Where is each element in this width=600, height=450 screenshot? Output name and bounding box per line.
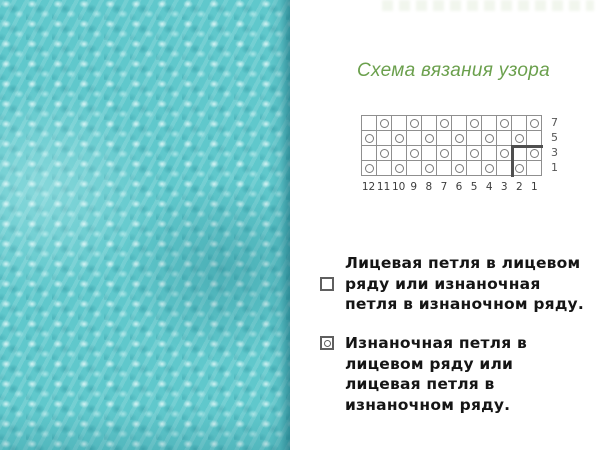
legend-knit-text xyxy=(345,253,597,315)
row-number: 3 xyxy=(551,146,558,159)
column-number: 12 xyxy=(361,181,376,193)
chart-cell xyxy=(482,131,497,146)
legend-text-line: Изнаночная петля в xyxy=(345,334,527,352)
purl-circle-symbol xyxy=(530,119,539,128)
chart-grid xyxy=(361,115,542,176)
purl-circle-symbol xyxy=(530,149,539,158)
purl-circle-symbol xyxy=(410,119,419,128)
chart-cell xyxy=(497,146,512,161)
chart-cell xyxy=(512,146,527,161)
chart-cell xyxy=(497,131,512,146)
legend-text-line: Лицевая петля в лицевом xyxy=(345,254,581,272)
chart-cell xyxy=(407,161,422,176)
column-number: 10 xyxy=(392,181,406,193)
chart-cell xyxy=(362,131,377,146)
repeat-marker-line xyxy=(511,145,514,177)
cropped-watermark xyxy=(382,0,594,11)
chart-cell xyxy=(392,116,407,131)
chart-cell xyxy=(437,116,452,131)
legend-text-line: изнаночном ряду. xyxy=(345,395,511,414)
page-title: Схема вязания узора xyxy=(357,60,551,81)
chart-cell xyxy=(452,146,467,161)
chart-cell xyxy=(527,146,542,161)
chart-cell xyxy=(437,161,452,176)
chart-cell xyxy=(452,116,467,131)
chart-cell xyxy=(437,146,452,161)
row-number: 7 xyxy=(551,116,558,129)
purl-circle-symbol xyxy=(470,119,479,128)
row-number: 1 xyxy=(551,161,558,174)
chart-cell xyxy=(422,161,437,176)
chart-row-numbers xyxy=(551,115,565,176)
chart-cell xyxy=(377,131,392,146)
chart-cell xyxy=(512,161,527,176)
chart-cell xyxy=(422,146,437,161)
purl-circle-symbol xyxy=(470,149,479,158)
column-number: 9 xyxy=(410,181,418,193)
row-number: 5 xyxy=(551,131,558,144)
purl-circle-symbol xyxy=(365,134,374,143)
purl-circle-symbol xyxy=(455,134,464,143)
legend-text-line: лицевая петля в xyxy=(345,375,495,393)
purl-circle-symbol xyxy=(425,164,434,173)
purl-circle-symbol xyxy=(380,119,389,128)
chart-cell xyxy=(527,161,542,176)
chart-cell xyxy=(422,116,437,131)
chart-cell xyxy=(452,131,467,146)
chart-cell xyxy=(407,116,422,131)
legend-knit-square-symbol xyxy=(320,277,334,291)
chart-cell xyxy=(392,146,407,161)
purl-circle-symbol xyxy=(410,149,419,158)
knitted-fabric-photo xyxy=(0,0,290,450)
chart-cell xyxy=(407,146,422,161)
purl-circle-symbol xyxy=(395,134,404,143)
chart-cell xyxy=(407,131,422,146)
repeat-marker-line xyxy=(511,145,543,148)
column-number: 7 xyxy=(440,181,448,193)
chart-cell xyxy=(527,116,542,131)
chart-cell xyxy=(467,146,482,161)
purl-circle-symbol xyxy=(515,134,524,143)
purl-circle-symbol xyxy=(500,119,509,128)
chart-cell xyxy=(422,131,437,146)
chart-cell xyxy=(527,131,542,146)
purl-circle-symbol xyxy=(515,164,524,173)
purl-circle-symbol xyxy=(500,149,509,158)
chart-cell xyxy=(377,146,392,161)
chart-cell xyxy=(452,161,467,176)
chart-cell xyxy=(392,161,407,176)
purl-circle-symbol xyxy=(440,119,449,128)
chart-column-numbers xyxy=(361,181,542,193)
chart-cell xyxy=(467,131,482,146)
chart-cell xyxy=(512,116,527,131)
purl-circle-symbol xyxy=(485,164,494,173)
legend-text-line: петля в изнаночном ряду. xyxy=(345,295,584,313)
chart-cell xyxy=(482,146,497,161)
purl-circle-symbol xyxy=(425,134,434,143)
purl-circle-symbol xyxy=(365,164,374,173)
purl-circle-symbol xyxy=(380,149,389,158)
chart-cell xyxy=(512,131,527,146)
chart-cell xyxy=(467,116,482,131)
chart-cell xyxy=(392,131,407,146)
purl-circle-icon xyxy=(324,340,331,347)
legend-purl-square-symbol xyxy=(320,336,334,350)
chart-cell xyxy=(437,131,452,146)
column-number: 4 xyxy=(485,181,493,193)
purl-circle-symbol xyxy=(485,134,494,143)
column-number: 5 xyxy=(470,181,478,193)
chart-cell xyxy=(482,161,497,176)
column-number: 2 xyxy=(515,181,523,193)
chart-cell xyxy=(467,161,482,176)
chart-cell xyxy=(497,161,512,176)
chart-cell xyxy=(497,116,512,131)
legend-purl-text xyxy=(345,333,575,415)
chart-cell xyxy=(377,116,392,131)
chart-cell xyxy=(362,161,377,176)
column-number: 1 xyxy=(531,181,538,193)
column-number: 3 xyxy=(500,181,508,193)
purl-circle-symbol xyxy=(440,149,449,158)
chart-cell xyxy=(482,116,497,131)
column-number: 6 xyxy=(455,181,463,193)
chart-cell xyxy=(362,146,377,161)
column-number: 11 xyxy=(376,181,391,193)
legend-text-line: лицевом ряду или xyxy=(345,354,514,373)
chart-cell xyxy=(362,116,377,131)
chart-cell xyxy=(377,161,392,176)
column-number: 8 xyxy=(425,181,433,193)
purl-circle-symbol xyxy=(455,164,464,173)
purl-circle-symbol xyxy=(395,164,404,173)
legend-text-line: ряду или изнаночная xyxy=(345,274,541,293)
